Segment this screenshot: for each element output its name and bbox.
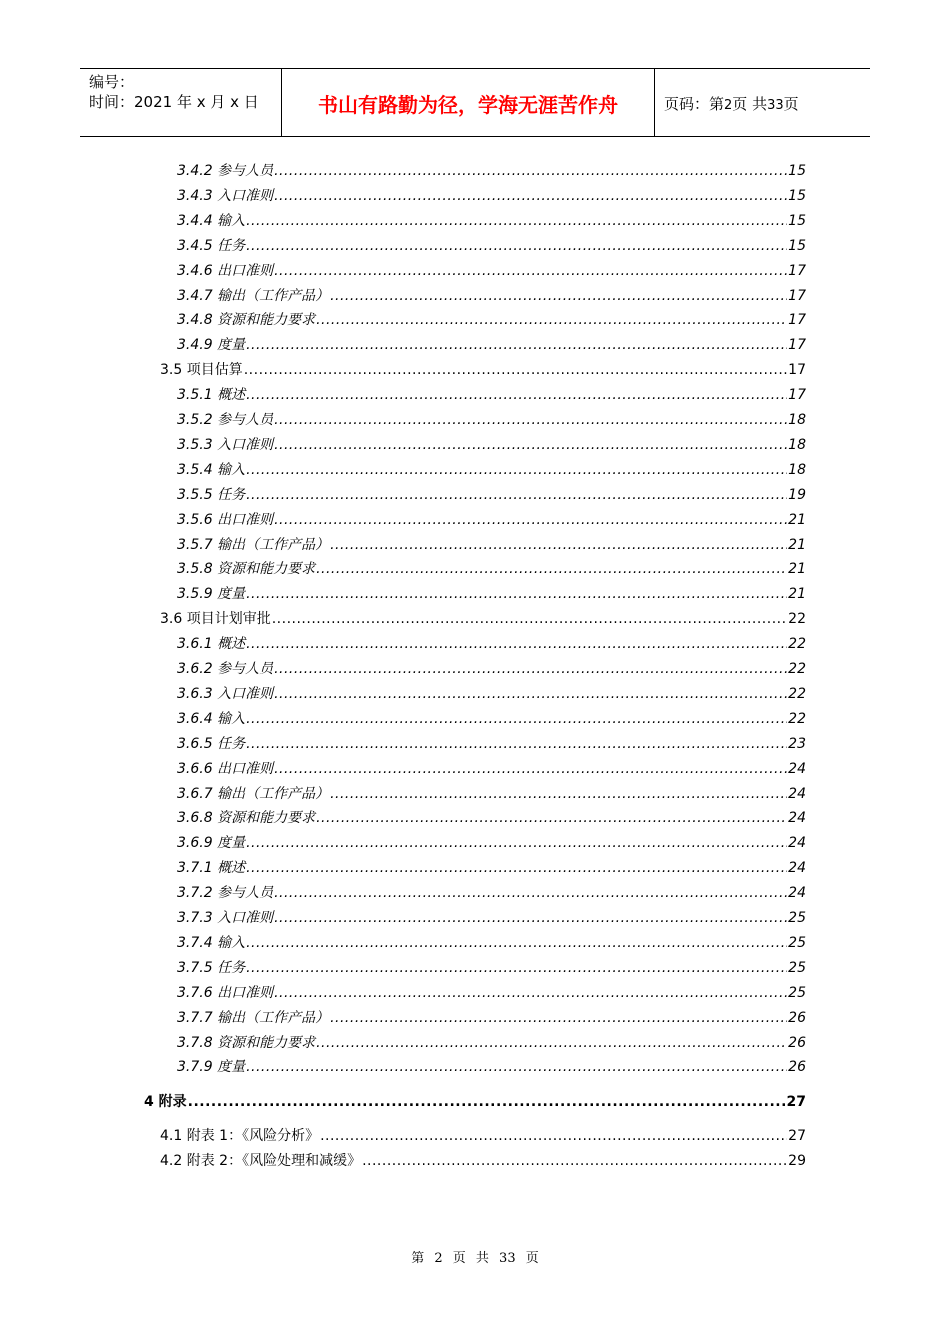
toc-entry[interactable] [177,957,806,979]
toc-entry-title: 3.7.8 资源和能力要求 [177,1034,316,1051]
toc-entry-title: 3.5.7 输出（工作产品） [177,536,330,553]
toc-entry-page: 18 [788,461,806,478]
toc-entry-title: 3.6.8 资源和能力要求 [177,810,316,827]
toc-dot-leader [246,213,787,229]
toc-entry-title: 3.7.6 出口准则 [177,984,274,1001]
toc-entry-page: 23 [788,735,806,752]
toc-dot-leader [330,537,787,553]
toc-dot-leader [274,885,787,901]
toc-dot-leader [246,387,787,403]
toc-entry-page: 17 [788,287,806,304]
toc-dot-leader [330,786,787,802]
toc-entry-page: 21 [788,561,806,578]
toc-dot-leader [274,412,787,428]
toc-entry-page: 15 [788,212,806,229]
toc-entry-page: 25 [788,910,806,926]
toc-entry[interactable] [177,658,806,680]
toc-dot-leader [246,960,787,976]
toc-dot-leader [316,810,787,826]
toc-dot-leader [246,935,787,951]
toc-dot-leader [274,263,787,279]
toc-entry[interactable] [177,932,806,954]
page-label-mid: 页 共 [732,95,768,113]
toc-entry-title: 3.4.3 入口准则 [177,187,274,204]
toc-dot-leader [244,362,787,378]
header-motto-cell [282,69,655,136]
toc-entry-title: 3.5.8 资源和能力要求 [177,561,316,578]
toc-entry-title: 3.6.2 参与人员 [177,661,274,677]
toc-entry-title: 3.5.9 度量 [177,586,246,603]
toc-entry-page: 15 [788,187,806,204]
toc-entry-page: 21 [788,536,806,553]
toc-entry-title: 3.6.6 出口准则 [177,760,274,777]
toc-dot-leader [188,1094,786,1110]
toc-entry-title: 3.5.2 参与人员 [177,412,274,428]
toc-entry[interactable] [177,309,806,331]
toc-entry-title: 3.5.6 出口准则 [177,511,274,528]
toc-entry[interactable] [177,434,806,456]
toc-entry-title: 3.4.9 度量 [177,337,246,354]
toc-entry[interactable] [177,882,806,904]
toc-entry-page: 26 [788,1034,806,1051]
toc-entry[interactable] [177,583,806,605]
toc-entry-title: 3.4.5 任务 [177,237,246,254]
toc-dot-leader [246,711,787,727]
toc-entry[interactable] [177,484,806,506]
toc-dot-leader [246,462,787,478]
toc-entry-page: 25 [788,984,806,1001]
toc-dot-leader [246,238,787,254]
toc-entry-title: 3.6.9 度量 [177,835,246,852]
toc-entry[interactable] [177,683,806,705]
toc-entry[interactable] [160,359,806,381]
toc-entry-title: 3.4.7 输出（工作产品） [177,287,330,304]
header-page-cell [655,69,870,136]
toc-dot-leader [246,1059,787,1075]
toc-dot-leader [274,437,787,453]
toc-entry[interactable] [177,708,806,730]
toc-entry[interactable] [177,185,806,207]
toc-entry[interactable] [177,783,806,805]
toc-entry[interactable] [160,1150,806,1172]
toc-entry[interactable] [177,1032,806,1054]
toc-entry[interactable] [177,758,806,780]
toc-dot-leader [246,636,787,652]
toc-dot-leader [330,288,787,304]
document-number-label: 编号： [89,73,135,91]
toc-dot-leader [246,487,787,503]
toc-entry[interactable] [177,907,806,929]
toc-dot-leader [246,835,787,851]
toc-entry[interactable] [160,1125,806,1147]
toc-entry-title: 3.7.9 度量 [177,1059,246,1076]
toc-dot-leader [362,1153,787,1169]
toc-dot-leader [330,1010,787,1026]
toc-entry-title: 3.7.2 参与人员 [177,885,274,902]
toc-entry-page: 17 [788,387,806,404]
toc-entry[interactable] [177,235,806,257]
toc-entry-title: 3.7.7 输出（工作产品） [177,1009,330,1026]
toc-entry-page: 22 [788,636,806,653]
toc-entry-title: 4.1 附表 1：《风险分析》 [160,1128,320,1145]
page-header [80,68,870,137]
document-time-label: 时间：2021 年 x 月 x 日 [89,93,259,111]
toc-entry[interactable] [177,285,806,307]
toc-entry-page: 22 [788,685,806,702]
toc-entry-page: 27 [788,1128,806,1145]
toc-entry-title: 3.6.7 输出（工作产品） [177,785,330,802]
toc-entry[interactable] [177,160,806,182]
toc-dot-leader [272,611,787,627]
toc-entry[interactable] [177,384,806,406]
toc-entry-page: 25 [788,959,806,976]
header-meta-cell [80,69,282,136]
toc-entry-title: 3.4.4 输入 [177,212,246,229]
toc-entry-title: 3.4.8 资源和能力要求 [177,312,316,329]
toc-entry[interactable] [177,1056,806,1078]
toc-entry-page: 18 [788,436,806,453]
toc-entry-page: 29 [788,1153,806,1170]
toc-entry-page: 24 [788,835,806,852]
toc-entry[interactable] [144,1091,806,1113]
toc-entry-page: 24 [788,885,806,902]
toc-entry-page: 17 [788,312,806,329]
toc-dot-leader [246,586,787,602]
toc-entry-page: 17 [788,362,806,379]
toc-entry-page: 26 [788,1009,806,1026]
toc-entry-title: 3.5.1 概述 [177,387,246,404]
toc-entry-title: 4 附录 [144,1094,187,1111]
toc-entry-title: 3.7.3 入口准则 [177,910,274,926]
toc-entry[interactable] [177,210,806,232]
toc-entry[interactable] [177,509,806,531]
page-total: 33 [767,98,784,113]
toc-entry-title: 3.4.2 参与人员 [177,163,274,179]
toc-entry-page: 21 [788,586,806,603]
toc-entry-page: 17 [788,337,806,354]
toc-entry-page: 19 [788,486,806,503]
toc-entry-page: 24 [788,760,806,777]
toc-entry-page: 18 [788,412,806,428]
toc-dot-leader [320,1128,787,1144]
toc-dot-leader [274,761,787,777]
page-footer: 第 2 页 共 33 页 [411,1251,539,1266]
toc-dot-leader [274,910,787,926]
page-label-suffix: 页 [783,95,799,113]
toc-entry-page: 26 [788,1059,806,1076]
toc-entry[interactable] [177,982,806,1004]
toc-entry[interactable] [177,733,806,755]
toc-entry[interactable] [177,1007,806,1029]
toc-dot-leader [316,1035,787,1051]
toc-entry-title: 3.6.3 入口准则 [177,685,274,702]
toc-entry-title: 3.6.1 概述 [177,636,246,653]
toc-dot-leader [246,860,787,876]
toc-entry[interactable] [177,832,806,854]
toc-entry[interactable] [177,558,806,580]
toc-entry[interactable] [177,807,806,829]
toc-dot-leader [274,686,787,702]
toc-entry-title: 3.5.4 输入 [177,461,246,478]
toc-entry[interactable] [177,857,806,879]
toc-entry-title: 3.4.6 出口准则 [177,262,274,279]
toc-entry-title: 3.7.4 输入 [177,934,246,951]
toc-entry-page: 17 [788,262,806,279]
toc-entry-page: 24 [788,810,806,827]
toc-entry-page: 21 [788,511,806,528]
header-motto: 书山有路勤为径，学海无涯苦作舟 [318,93,618,117]
toc-entry-title: 3.7.5 任务 [177,959,246,976]
toc-entry-title: 3.6 项目计划审批 [160,611,271,628]
toc-dot-leader [246,736,787,752]
toc-entry[interactable] [177,534,806,556]
toc-entry-title: 3.5 项目估算 [160,362,243,379]
toc-entry-page: 24 [788,785,806,802]
toc-entry-page: 24 [788,860,806,877]
toc-dot-leader [246,337,787,353]
toc-dot-leader [274,661,787,677]
toc-entry-page: 22 [788,661,806,677]
toc-dot-leader [274,985,787,1001]
toc-entry-page: 22 [788,611,806,628]
toc-entry[interactable] [177,409,806,431]
toc-dot-leader [274,512,787,528]
toc-entry-title: 3.7.1 概述 [177,860,246,877]
page-label-prefix: 页码：第 [664,95,725,113]
toc-entry[interactable] [177,459,806,481]
toc-entry[interactable] [177,334,806,356]
toc-entry-title: 3.5.3 入口准则 [177,436,274,453]
toc-entry-page: 15 [788,163,806,179]
toc-entry[interactable] [177,260,806,282]
toc-dot-leader [316,561,787,577]
toc-entry-page: 25 [788,934,806,951]
toc-entry-page: 27 [786,1094,806,1111]
toc-entry-page: 22 [788,710,806,727]
toc-entry-title: 3.6.4 输入 [177,710,246,727]
toc-entry-title: 3.6.5 任务 [177,735,246,752]
toc-entry-title: 4.2 附表 2：《风险处理和减缓》 [160,1153,362,1170]
toc-dot-leader [316,312,787,328]
toc-dot-leader [274,163,787,179]
toc-dot-leader [274,188,787,204]
toc-entry[interactable] [177,633,806,655]
page-current: 2 [724,98,733,113]
toc-entry-title: 3.5.5 任务 [177,486,246,503]
toc-entry[interactable] [160,608,806,630]
toc-entry-page: 15 [788,237,806,254]
